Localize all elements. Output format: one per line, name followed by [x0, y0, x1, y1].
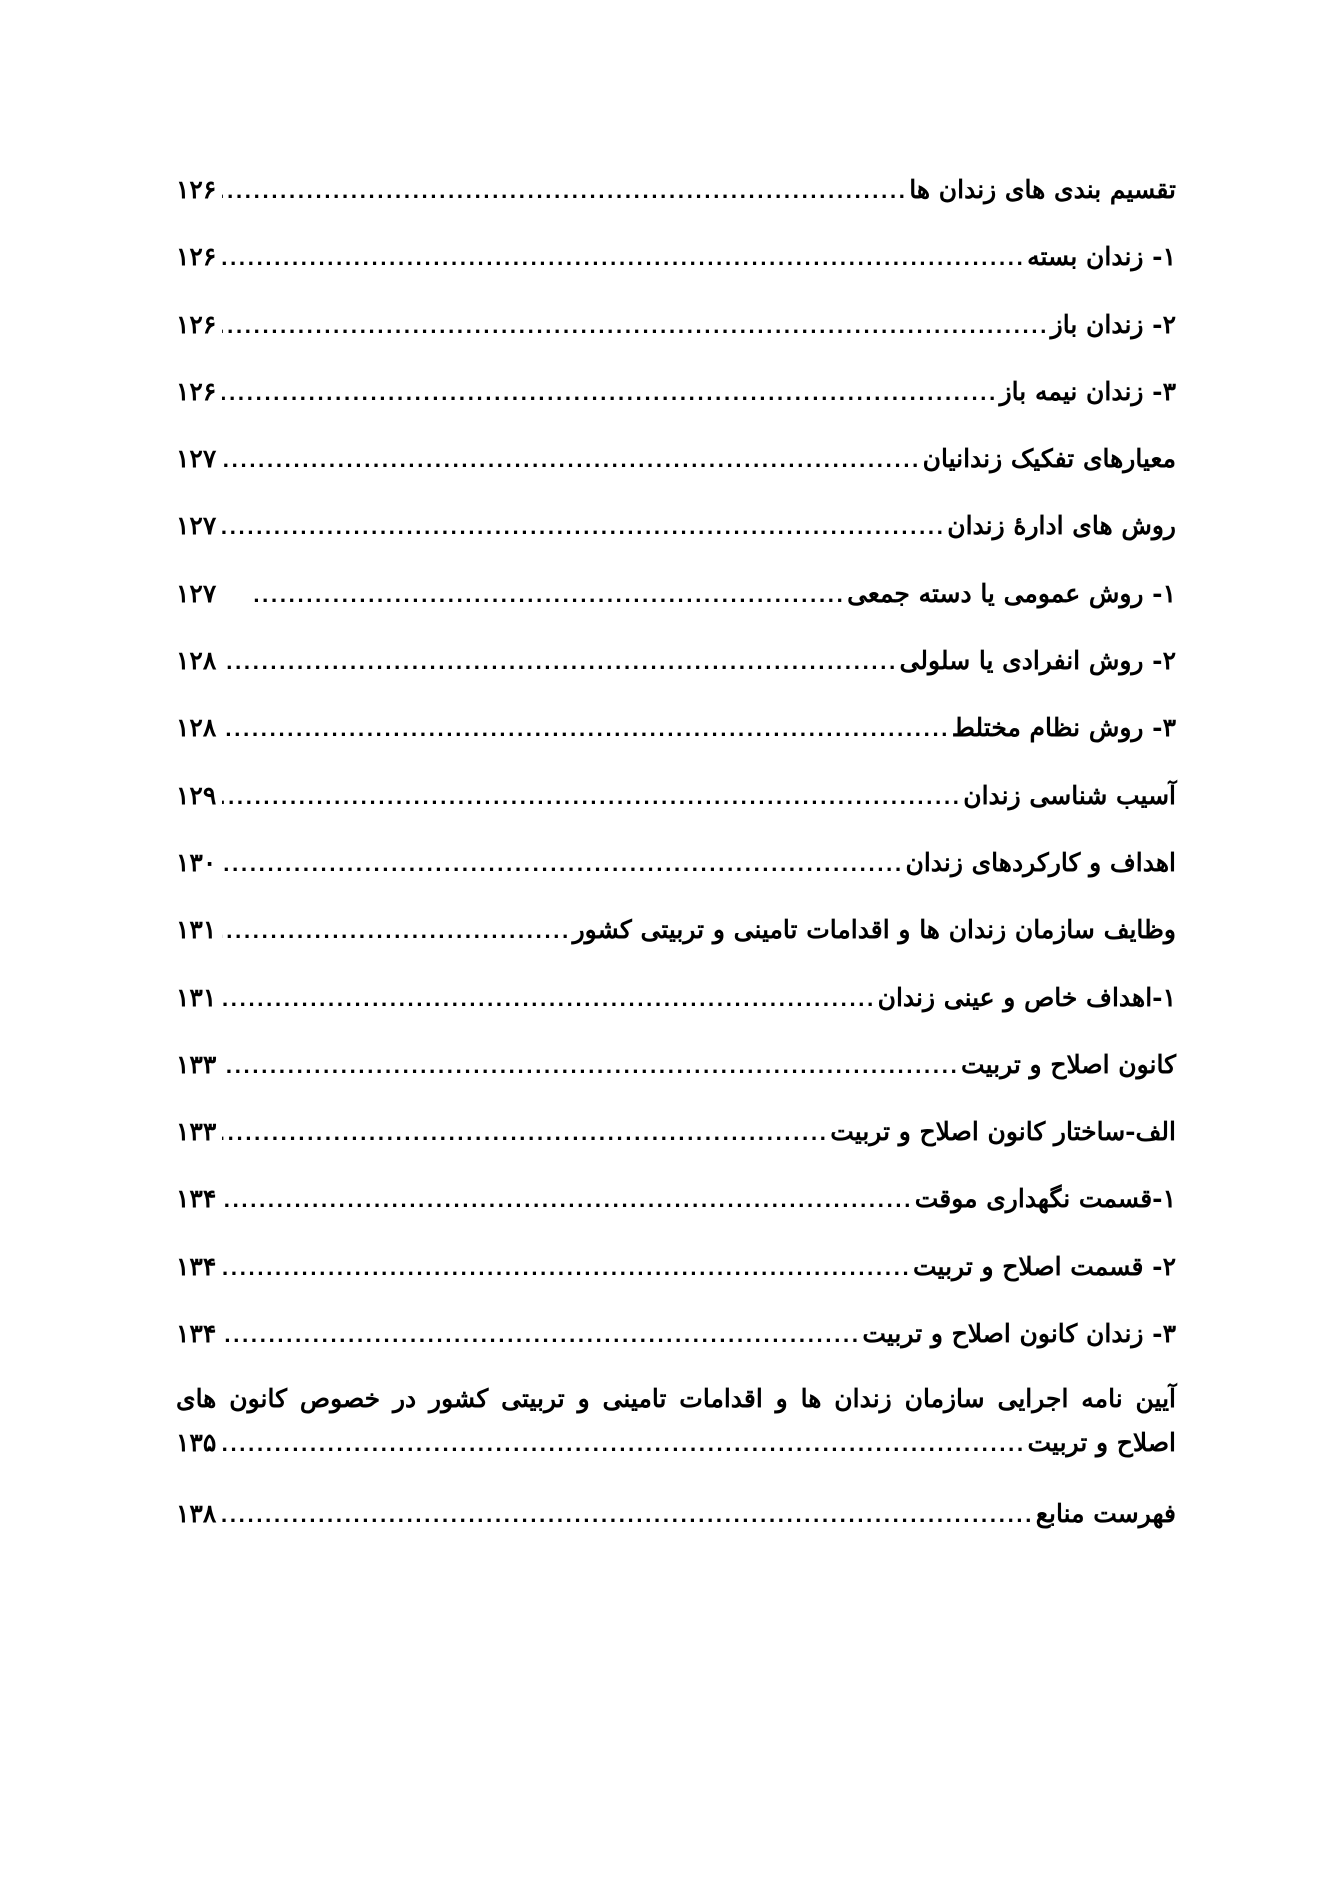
- toc-entry[interactable]: [176, 502, 1176, 569]
- dot-leader: [222, 707, 950, 755]
- toc-entry-multiline[interactable]: [176, 1377, 1176, 1468]
- toc-entry[interactable]: [176, 637, 1176, 704]
- toc-entry-title: روش های ادارهٔ زندان: [947, 511, 1176, 541]
- toc-entry-page: ۱۳۴: [176, 1319, 217, 1349]
- toc-entry-page: ۱۳۵: [176, 1428, 217, 1458]
- toc-entry-title: تقسیم بندی های زندان ها: [909, 175, 1176, 204]
- toc-entry-page: ۱۲۶: [176, 376, 217, 406]
- dot-leader: [222, 438, 921, 486]
- dot-leader: [222, 1178, 913, 1226]
- toc-entry-title: معیارهای تفکیک زندانیان: [922, 444, 1176, 474]
- toc-entry[interactable]: [176, 1108, 1176, 1175]
- toc-entry-page: ۱۳۸: [176, 1499, 217, 1529]
- toc-entry-page: ۱۳۱: [176, 915, 217, 945]
- table-of-contents: [176, 166, 1176, 1558]
- toc-entry-page: ۱۳۰: [176, 847, 217, 877]
- dot-leader: [222, 1044, 959, 1092]
- toc-entry-title: ۱- زندان بسته: [1027, 242, 1176, 272]
- toc-entry[interactable]: [176, 233, 1176, 300]
- dot-leader: [222, 842, 903, 890]
- dot-leader: [222, 236, 1025, 284]
- toc-entry[interactable]: [176, 1310, 1176, 1377]
- toc-entry-page: ۱۲۶: [176, 309, 217, 339]
- toc-entry-page: ۱۲۶: [176, 175, 217, 204]
- toc-entry-title: ۱-قسمت نگهداری موقت: [914, 1184, 1176, 1214]
- dot-leader: [222, 1246, 911, 1294]
- dot-leader: [222, 371, 998, 419]
- toc-entry[interactable]: [176, 1490, 1176, 1557]
- dot-leader: [222, 909, 571, 957]
- dot-leader: [222, 1111, 828, 1159]
- toc-entry[interactable]: [176, 368, 1176, 435]
- toc-entry-title: اهداف و کارکردهای زندان: [905, 847, 1176, 877]
- toc-entry[interactable]: [176, 1041, 1176, 1108]
- toc-entry[interactable]: [176, 570, 1176, 637]
- toc-entry-title: ۲- روش انفرادی یا سلولی: [899, 646, 1176, 676]
- dot-leader: [222, 169, 907, 217]
- toc-entry-title: ۳- روش نظام مختلط: [951, 713, 1176, 743]
- toc-entry-line2: [176, 1421, 1176, 1468]
- toc-entry[interactable]: [176, 1175, 1176, 1242]
- toc-entry[interactable]: [176, 906, 1176, 973]
- toc-entry-page: ۱۲۹: [176, 780, 217, 810]
- toc-entry-page: ۱۳۴: [176, 1251, 217, 1281]
- toc-entry[interactable]: [176, 974, 1176, 1041]
- dot-leader: [222, 304, 1049, 352]
- dot-leader: [222, 640, 898, 688]
- toc-entry-page: ۱۳۳: [176, 1049, 217, 1079]
- toc-entry-page: ۱۲۶: [176, 242, 217, 272]
- toc-entry-page: ۱۲۸: [176, 646, 217, 676]
- toc-entry[interactable]: [176, 839, 1176, 906]
- dot-leader: [250, 573, 845, 621]
- toc-entry-page: ۱۲۷: [176, 511, 217, 541]
- dot-leader: [222, 775, 961, 823]
- toc-entry[interactable]: [176, 704, 1176, 771]
- toc-entry-title: ۱-اهداف خاص و عینی زندان: [877, 982, 1176, 1012]
- toc-entry-title: ۳- زندان نیمه باز: [999, 376, 1176, 406]
- toc-entry-page: ۱۳۳: [176, 1117, 217, 1147]
- dot-leader: [222, 1313, 860, 1361]
- toc-entry-title: الف-ساختار کانون اصلاح و تربیت: [830, 1117, 1176, 1147]
- toc-entry-title: آسیب شناسی زندان: [963, 780, 1176, 810]
- dot-leader: [222, 505, 945, 553]
- toc-entry-title: ۲- زندان باز: [1050, 309, 1176, 339]
- toc-entry-page: ۱۳۴: [176, 1184, 217, 1214]
- toc-entry-page: ۱۳۱: [176, 982, 217, 1012]
- toc-entry[interactable]: [176, 1243, 1176, 1310]
- dot-leader: [222, 977, 876, 1025]
- dot-leader: [222, 1493, 1034, 1541]
- toc-entry[interactable]: [176, 772, 1176, 839]
- toc-entry-title: وظایف سازمان زندان ها و اقدامات تامینی و تربیتی کشور: [572, 915, 1176, 945]
- toc-entry-page: ۱۲۸: [176, 713, 217, 743]
- toc-entry-title: ۲- قسمت اصلاح و تربیت: [913, 1251, 1176, 1281]
- toc-entry-title: ۱- روش عمومی یا دسته جمعی: [847, 578, 1176, 608]
- toc-entry-title-line1: آیین نامه اجرایی سازمان زندان ها و اقدامات تامینی و تربیتی کشور در خصوص کانون های: [176, 1384, 1176, 1414]
- toc-entry-page: ۱۲۷: [176, 444, 217, 474]
- toc-entry[interactable]: [176, 301, 1176, 368]
- toc-entry-title-line2: اصلاح و تربیت: [1027, 1428, 1176, 1458]
- toc-entry-title: کانون اصلاح و تربیت: [961, 1049, 1176, 1079]
- dot-leader: [222, 1424, 1025, 1468]
- toc-entry[interactable]: [176, 435, 1176, 502]
- toc-entry-page: ۱۲۷: [176, 578, 217, 608]
- toc-entry-title: فهرست منابع: [1035, 1499, 1176, 1529]
- toc-entry[interactable]: [176, 166, 1176, 233]
- toc-entry-title: ۳- زندان کانون اصلاح و تربیت: [862, 1319, 1176, 1349]
